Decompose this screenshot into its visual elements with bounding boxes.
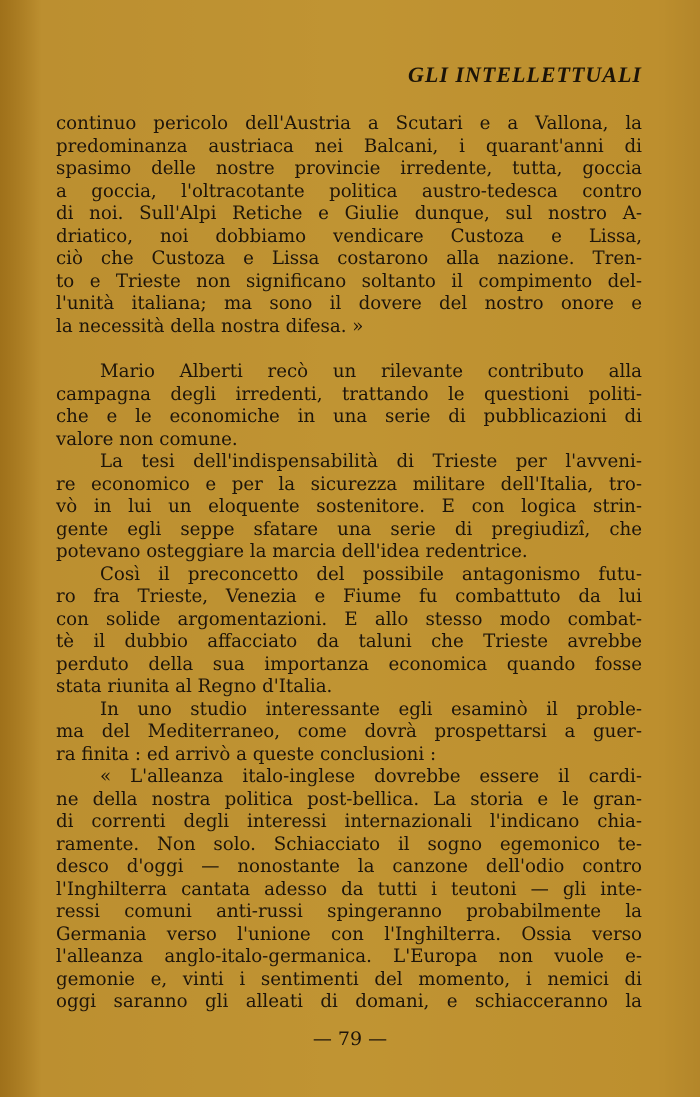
text-line: continuo pericolo dell'Austria a Scutari e a Vallona, la (56, 113, 642, 134)
text-line: ramente. Non solo. Schiacciato il sogno egemonico te- (56, 833, 642, 855)
text-line: di noi. Sull'Alpi Retiche e Giulie dunque, sul nostro A- (56, 203, 642, 224)
text-line: driatico, noi dobbiamo vendicare Custoza e Lissa, (56, 225, 642, 247)
page-edge-shadow (0, 0, 40, 1097)
text-line: campagna degli irredenti, trattando le questioni politi- (56, 383, 642, 405)
text-line: re economico e per la sicurezza militare dell'Italia, tro- (56, 473, 642, 495)
text-line: In uno studio interessante egli esaminò il proble- (100, 698, 642, 720)
paragraph (56, 766, 642, 1014)
text-line: stata riunita al Regno d'Italia. (56, 676, 333, 697)
text-line: La tesi dell'indispensabilità di Trieste per l'avveni- (100, 451, 642, 472)
text-line: potevano osteggiare la marcia dell'idea redentrice. (56, 541, 528, 562)
text-line: valore non comune. (56, 428, 238, 450)
text-line: con solide argomentazioni. E allo stesso modo combat- (56, 608, 642, 630)
text-line: l'alleanza anglo-italo-germanica. L'Europa non vuole e- (56, 946, 642, 967)
text-line: la necessità della nostra difesa. » (56, 315, 364, 337)
text-line: ra finita : ed arrivò a queste conclusioni : (56, 743, 437, 765)
text-line: ne della nostra politica post-bellica. La storia e le gran- (56, 788, 642, 810)
paragraph (56, 451, 642, 564)
running-title: GLI INTELLETTUALI (408, 62, 642, 87)
page-number: — 79 — (312, 1028, 388, 1050)
text-line: ro fra Trieste, Venezia e Fiume fu combattuto da lui (56, 586, 642, 607)
text-line: perduto della sua importanza economica quando fosse (56, 653, 642, 675)
text-line: l'unità italiana; ma sono il dovere del nostro onore e (56, 293, 642, 314)
text-line: che e le economiche in una serie di pubblicazioni di (56, 406, 642, 427)
text-line: di correnti degli interessi internazionali l'indicano chia- (56, 811, 642, 832)
text-line: Germania verso l'unione con l'Inghilterra. Ossia verso (56, 923, 642, 945)
text-line: a goccia, l'oltracotante politica austro-tedesca contro (56, 180, 642, 202)
text-line: l'Inghilterra cantata adesso da tutti i teutoni — gli inte- (56, 878, 642, 900)
text-line: predominanza austriaca nei Balcani, i quarant'anni di (56, 135, 642, 157)
text-line: Mario Alberti recò un rilevante contributo alla (100, 361, 642, 382)
paragraph (56, 564, 642, 699)
text-line: « L'alleanza italo-inglese dovrebbe essere il cardi- (100, 766, 642, 787)
paragraph-gap (56, 338, 642, 361)
text-line: ressi comuni anti-russi spingeranno probabilmente la (56, 901, 642, 922)
text-line: desco d'oggi — nonostante la canzone dell'odio contro (56, 856, 642, 877)
text-line: gemonie e, vinti i sentimenti del momento, i nemici di (56, 968, 642, 990)
text-line: ma del Mediterraneo, come dovrà prospettarsi a guer- (56, 721, 642, 742)
text-line: ciò che Custoza e Lissa costarono alla nazione. Tren- (56, 248, 642, 269)
paragraph (56, 699, 642, 767)
body-text (56, 113, 642, 1014)
text-line: tè il dubbio affacciato da taluni che Trieste avrebbe (56, 631, 642, 652)
paragraph (56, 113, 642, 338)
text-line: spasimo delle nostre provincie irredente, tutta, goccia (56, 158, 642, 179)
text-line: oggi saranno gli alleati di domani, e schiacceranno la (56, 991, 642, 1012)
text-line: to e Trieste non significano soltanto il compimento del- (56, 270, 642, 292)
text-line: vò in lui un eloquente sostenitore. E con logica strin- (56, 496, 642, 517)
text-line: gente egli seppe sfatare una serie di pregiudizî, che (56, 518, 642, 540)
paragraph (56, 361, 642, 451)
text-line: Così il preconcetto del possibile antagonismo futu- (100, 563, 642, 585)
